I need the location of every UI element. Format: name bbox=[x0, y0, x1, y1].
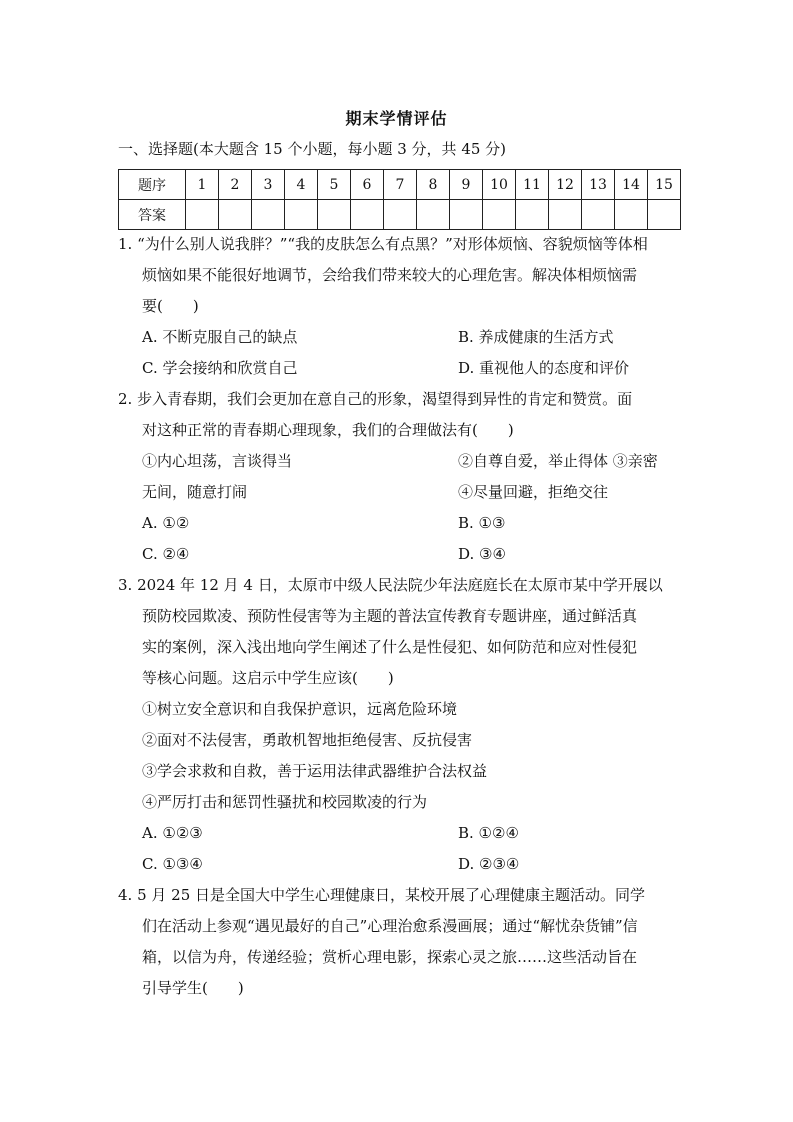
question-number: 7 bbox=[384, 170, 417, 200]
q2-item-2-3: ②自尊自爱，举止得体 ③亲密 bbox=[458, 452, 658, 470]
q1-stem-line: 要( ) bbox=[142, 297, 199, 315]
answer-cell[interactable] bbox=[318, 200, 351, 230]
q3-stem-line: 3. 2024 年 12 月 4 日，太原市中级人民法院少年法庭庭长在太原市某中学开展以 bbox=[118, 576, 663, 594]
answer-table-header-row bbox=[119, 170, 681, 200]
q1-stem-line: 1. “为什么别人说我胖？”“我的皮肤怎么有点黑？”对形体烦恼、容貌烦恼等体相 bbox=[118, 235, 648, 253]
answer-cell[interactable] bbox=[219, 200, 252, 230]
table-answer-label: 答案 bbox=[119, 200, 186, 230]
answer-cell[interactable] bbox=[483, 200, 516, 230]
section-heading: 一、选择题(本大题含 15 个小题，每小题 3 分，共 45 分) bbox=[118, 140, 507, 158]
q3-item-3: ③学会求救和自救，善于运用法律武器维护合法权益 bbox=[142, 762, 488, 780]
q4-stem-line: 引导学生( ) bbox=[142, 979, 244, 997]
question-number: 14 bbox=[615, 170, 648, 200]
q1-option-c[interactable]: C. 学会接纳和欣赏自己 bbox=[142, 359, 298, 377]
q3-stem-line: 实的案例，深入浅出地向学生阐述了什么是性侵犯、如何防范和应对性侵犯 bbox=[142, 638, 638, 656]
answer-cell[interactable] bbox=[549, 200, 582, 230]
q3-option-b[interactable]: B. ①②④ bbox=[458, 824, 519, 842]
q1-option-a[interactable]: A. 不断克服自己的缺点 bbox=[142, 328, 298, 346]
question-number: 9 bbox=[450, 170, 483, 200]
answer-cell[interactable] bbox=[186, 200, 219, 230]
q3-option-a[interactable]: A. ①②③ bbox=[142, 824, 203, 842]
question-number: 15 bbox=[648, 170, 681, 200]
q2-stem-line: 2. 步入青春期，我们会更加在意自己的形象，渴望得到异性的肯定和赞赏。面 bbox=[118, 390, 633, 408]
answer-cell[interactable] bbox=[450, 200, 483, 230]
q4-stem-line: 箱，以信为舟，传递经验；赏析心理电影，探索心灵之旅……这些活动旨在 bbox=[142, 948, 638, 966]
answer-cell[interactable] bbox=[285, 200, 318, 230]
q2-item-4: ④尽量回避，拒绝交往 bbox=[458, 483, 609, 501]
question-number: 10 bbox=[483, 170, 516, 200]
q2-item-3-cont: 无间，随意打闹 bbox=[142, 483, 248, 501]
question-number: 11 bbox=[516, 170, 549, 200]
q2-option-b[interactable]: B. ①③ bbox=[458, 514, 506, 532]
q3-item-4: ④严厉打击和惩罚性骚扰和校园欺凌的行为 bbox=[142, 793, 428, 811]
q3-item-2: ②面对不法侵害，勇敢机智地拒绝侵害、反抗侵害 bbox=[142, 731, 473, 749]
answer-cell[interactable] bbox=[252, 200, 285, 230]
q2-item-1: ①内心坦荡，言谈得当 bbox=[142, 452, 293, 470]
q3-stem-line: 预防校园欺凌、预防性侵害等为主题的普法宣传教育专题讲座，通过鲜活真 bbox=[142, 607, 638, 625]
q3-option-c[interactable]: C. ①③④ bbox=[142, 855, 203, 873]
answer-cell[interactable] bbox=[516, 200, 549, 230]
q1-option-b[interactable]: B. 养成健康的生活方式 bbox=[458, 328, 614, 346]
answer-table bbox=[118, 169, 681, 230]
question-number: 8 bbox=[417, 170, 450, 200]
answer-cell[interactable] bbox=[351, 200, 384, 230]
answer-table-answer-row bbox=[119, 200, 681, 230]
answer-cell[interactable] bbox=[582, 200, 615, 230]
answer-cell[interactable] bbox=[648, 200, 681, 230]
answer-cell[interactable] bbox=[417, 200, 450, 230]
question-number: 1 bbox=[186, 170, 219, 200]
answer-cell[interactable] bbox=[615, 200, 648, 230]
question-number: 2 bbox=[219, 170, 252, 200]
page-title: 期末学情评估 bbox=[345, 109, 448, 128]
answer-cell[interactable] bbox=[384, 200, 417, 230]
q2-stem-line: 对这种正常的青春期心理现象，我们的合理做法有( ) bbox=[142, 421, 514, 439]
q2-option-a[interactable]: A. ①② bbox=[142, 514, 190, 532]
q3-item-1: ①树立安全意识和自我保护意识，远离危险环境 bbox=[142, 700, 458, 718]
q2-option-c[interactable]: C. ②④ bbox=[142, 545, 190, 563]
question-number: 12 bbox=[549, 170, 582, 200]
question-number: 3 bbox=[252, 170, 285, 200]
question-number: 4 bbox=[285, 170, 318, 200]
q4-stem-line: 们在活动上参观“遇见最好的自己”心理治愈系漫画展；通过“解忧杂货铺”信 bbox=[142, 917, 638, 935]
q3-stem-line: 等核心问题。这启示中学生应该( ) bbox=[142, 669, 394, 687]
q1-stem-line: 烦恼如果不能很好地调节，会给我们带来较大的心理危害。解决体相烦恼需 bbox=[142, 266, 638, 284]
question-number: 5 bbox=[318, 170, 351, 200]
q2-option-d[interactable]: D. ③④ bbox=[458, 545, 506, 563]
question-number: 6 bbox=[351, 170, 384, 200]
table-header-label: 题序 bbox=[119, 170, 186, 200]
q1-option-d[interactable]: D. 重视他人的态度和评价 bbox=[458, 359, 630, 377]
question-number: 13 bbox=[582, 170, 615, 200]
q3-option-d[interactable]: D. ②③④ bbox=[458, 855, 520, 873]
q4-stem-line: 4. 5 月 25 日是全国大中学生心理健康日，某校开展了心理健康主题活动。同学 bbox=[118, 886, 646, 904]
